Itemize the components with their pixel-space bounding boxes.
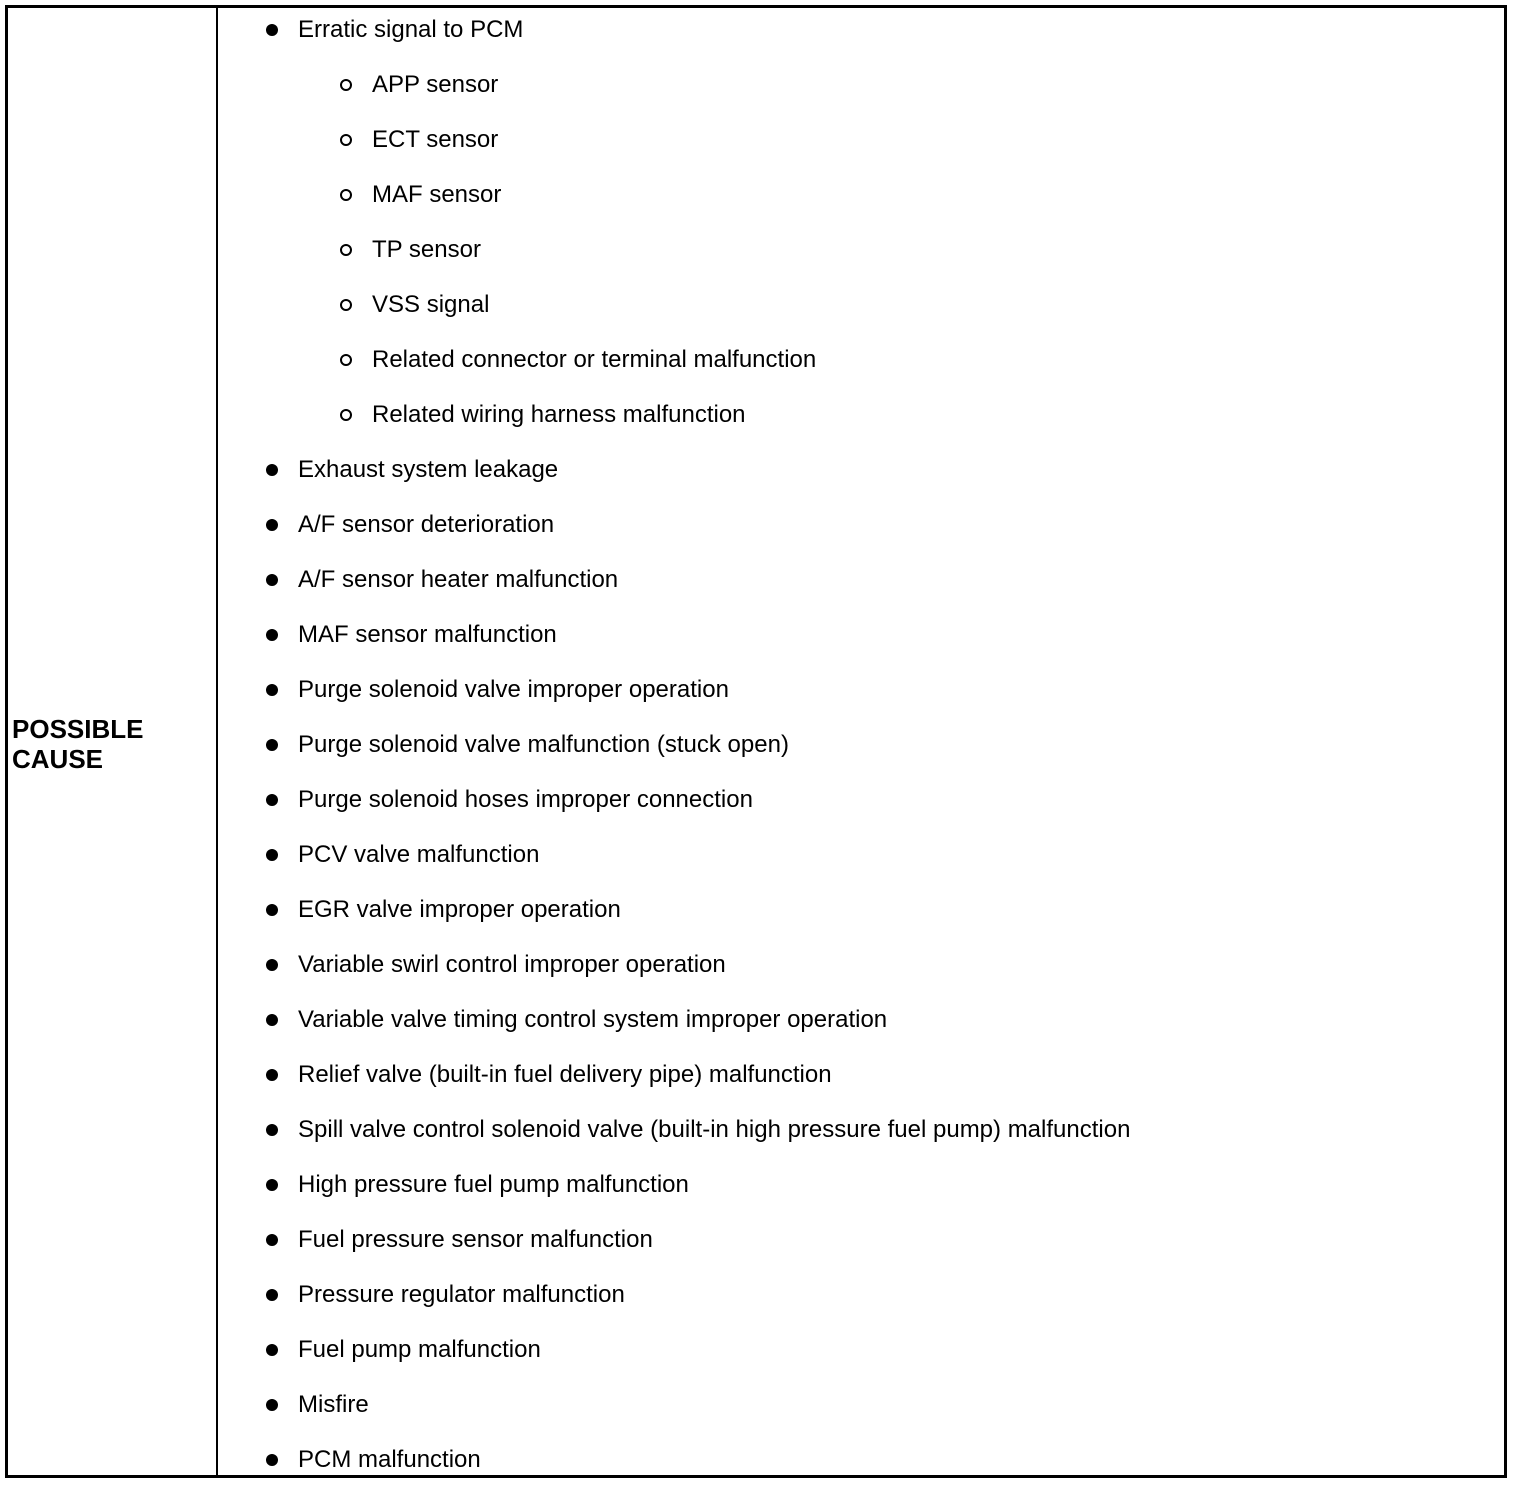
hollow-bullet-icon — [340, 409, 352, 421]
list-item-text: Variable swirl control improper operation — [298, 951, 726, 978]
list-item-text: Variable valve timing control system improper operation — [298, 1006, 888, 1033]
list-item-text: MAF sensor malfunction — [298, 621, 557, 648]
list-item-text: Related connector or terminal malfunction — [372, 346, 817, 373]
list-item — [298, 615, 557, 655]
list-item — [298, 835, 539, 875]
list-item-text: PCV valve malfunction — [298, 841, 540, 868]
sub-list-item — [372, 120, 498, 160]
list-item — [298, 1275, 625, 1315]
filled-bullet-icon — [266, 959, 278, 971]
list-item-text: Purge solenoid hoses improper connection — [298, 786, 753, 813]
filled-bullet-icon — [266, 574, 278, 586]
list-item-text: Fuel pressure sensor malfunction — [298, 1226, 653, 1253]
list-item — [298, 1385, 369, 1425]
filled-bullet-icon — [266, 1344, 278, 1356]
list-item-text: MAF sensor — [372, 181, 502, 208]
filled-bullet-icon — [266, 1454, 278, 1466]
hollow-bullet-icon — [340, 244, 352, 256]
sub-list-item — [372, 395, 746, 435]
list-item — [298, 1165, 689, 1205]
filled-bullet-icon — [266, 24, 278, 36]
list-item-text: APP sensor — [372, 71, 499, 98]
list-item — [298, 1440, 481, 1480]
hollow-bullet-icon — [340, 79, 352, 91]
filled-bullet-icon — [266, 464, 278, 476]
list-item-text: Exhaust system leakage — [298, 456, 559, 483]
label-line-2: CAUSE — [12, 744, 104, 774]
filled-bullet-icon — [266, 849, 278, 861]
sub-list-item — [372, 285, 489, 325]
list-item-text: Erratic signal to PCM — [298, 16, 524, 43]
filled-bullet-icon — [266, 1124, 278, 1136]
list-item — [298, 450, 558, 490]
list-item — [298, 725, 789, 765]
list-item-text: VSS signal — [372, 291, 490, 318]
hollow-bullet-icon — [340, 299, 352, 311]
hollow-bullet-icon — [340, 354, 352, 366]
list-item — [298, 890, 621, 930]
filled-bullet-icon — [266, 519, 278, 531]
list-item — [298, 1330, 541, 1370]
list-item-text: Fuel pump malfunction — [298, 1336, 541, 1363]
list-item-text: Related wiring harness malfunction — [372, 401, 746, 428]
hollow-bullet-icon — [340, 134, 352, 146]
filled-bullet-icon — [266, 684, 278, 696]
list-item — [298, 780, 753, 820]
list-item-text: A/F sensor heater malfunction — [298, 566, 619, 593]
list-item — [298, 1000, 887, 1040]
sub-list-item — [372, 175, 501, 215]
sub-list-item — [372, 230, 481, 270]
list-item-text: A/F sensor deterioration — [298, 511, 555, 538]
list-item — [298, 560, 618, 600]
list-item-text: TP sensor — [372, 236, 481, 263]
filled-bullet-icon — [266, 1289, 278, 1301]
sub-list-item — [372, 65, 498, 105]
hollow-bullet-icon — [340, 189, 352, 201]
list-item-text: High pressure fuel pump malfunction — [298, 1171, 689, 1198]
label-line-1: POSSIBLE — [12, 714, 144, 744]
list-item-text: Relief valve (built-in fuel delivery pipe) malfunction — [298, 1061, 832, 1088]
filled-bullet-icon — [266, 629, 278, 641]
list-item-text: Pressure regulator malfunction — [298, 1281, 625, 1308]
list-item — [298, 1110, 1130, 1150]
filled-bullet-icon — [266, 794, 278, 806]
filled-bullet-icon — [266, 1179, 278, 1191]
list-item-text: PCM malfunction — [298, 1446, 481, 1473]
filled-bullet-icon — [266, 739, 278, 751]
list-item-text: Misfire — [298, 1391, 369, 1418]
filled-bullet-icon — [266, 1014, 278, 1026]
cause-list — [8, 8, 1504, 1475]
possible-cause-table — [5, 5, 1507, 1478]
list-item — [298, 945, 726, 985]
list-item — [298, 1220, 653, 1260]
list-item — [298, 1055, 832, 1095]
filled-bullet-icon — [266, 904, 278, 916]
list-item — [298, 670, 729, 710]
filled-bullet-icon — [266, 1399, 278, 1411]
list-item-text: Spill valve control solenoid valve (built-in high pressure fuel pump) malfunction — [298, 1116, 1131, 1143]
list-item-text: Purge solenoid valve improper operation — [298, 676, 729, 703]
list-item-text: Purge solenoid valve malfunction (stuck open) — [298, 731, 789, 758]
filled-bullet-icon — [266, 1069, 278, 1081]
list-item — [298, 505, 554, 545]
filled-bullet-icon — [266, 1234, 278, 1246]
sub-list-item — [372, 340, 816, 380]
list-item-text: ECT sensor — [372, 126, 499, 153]
list-item — [298, 10, 523, 50]
list-item-text: EGR valve improper operation — [298, 896, 621, 923]
